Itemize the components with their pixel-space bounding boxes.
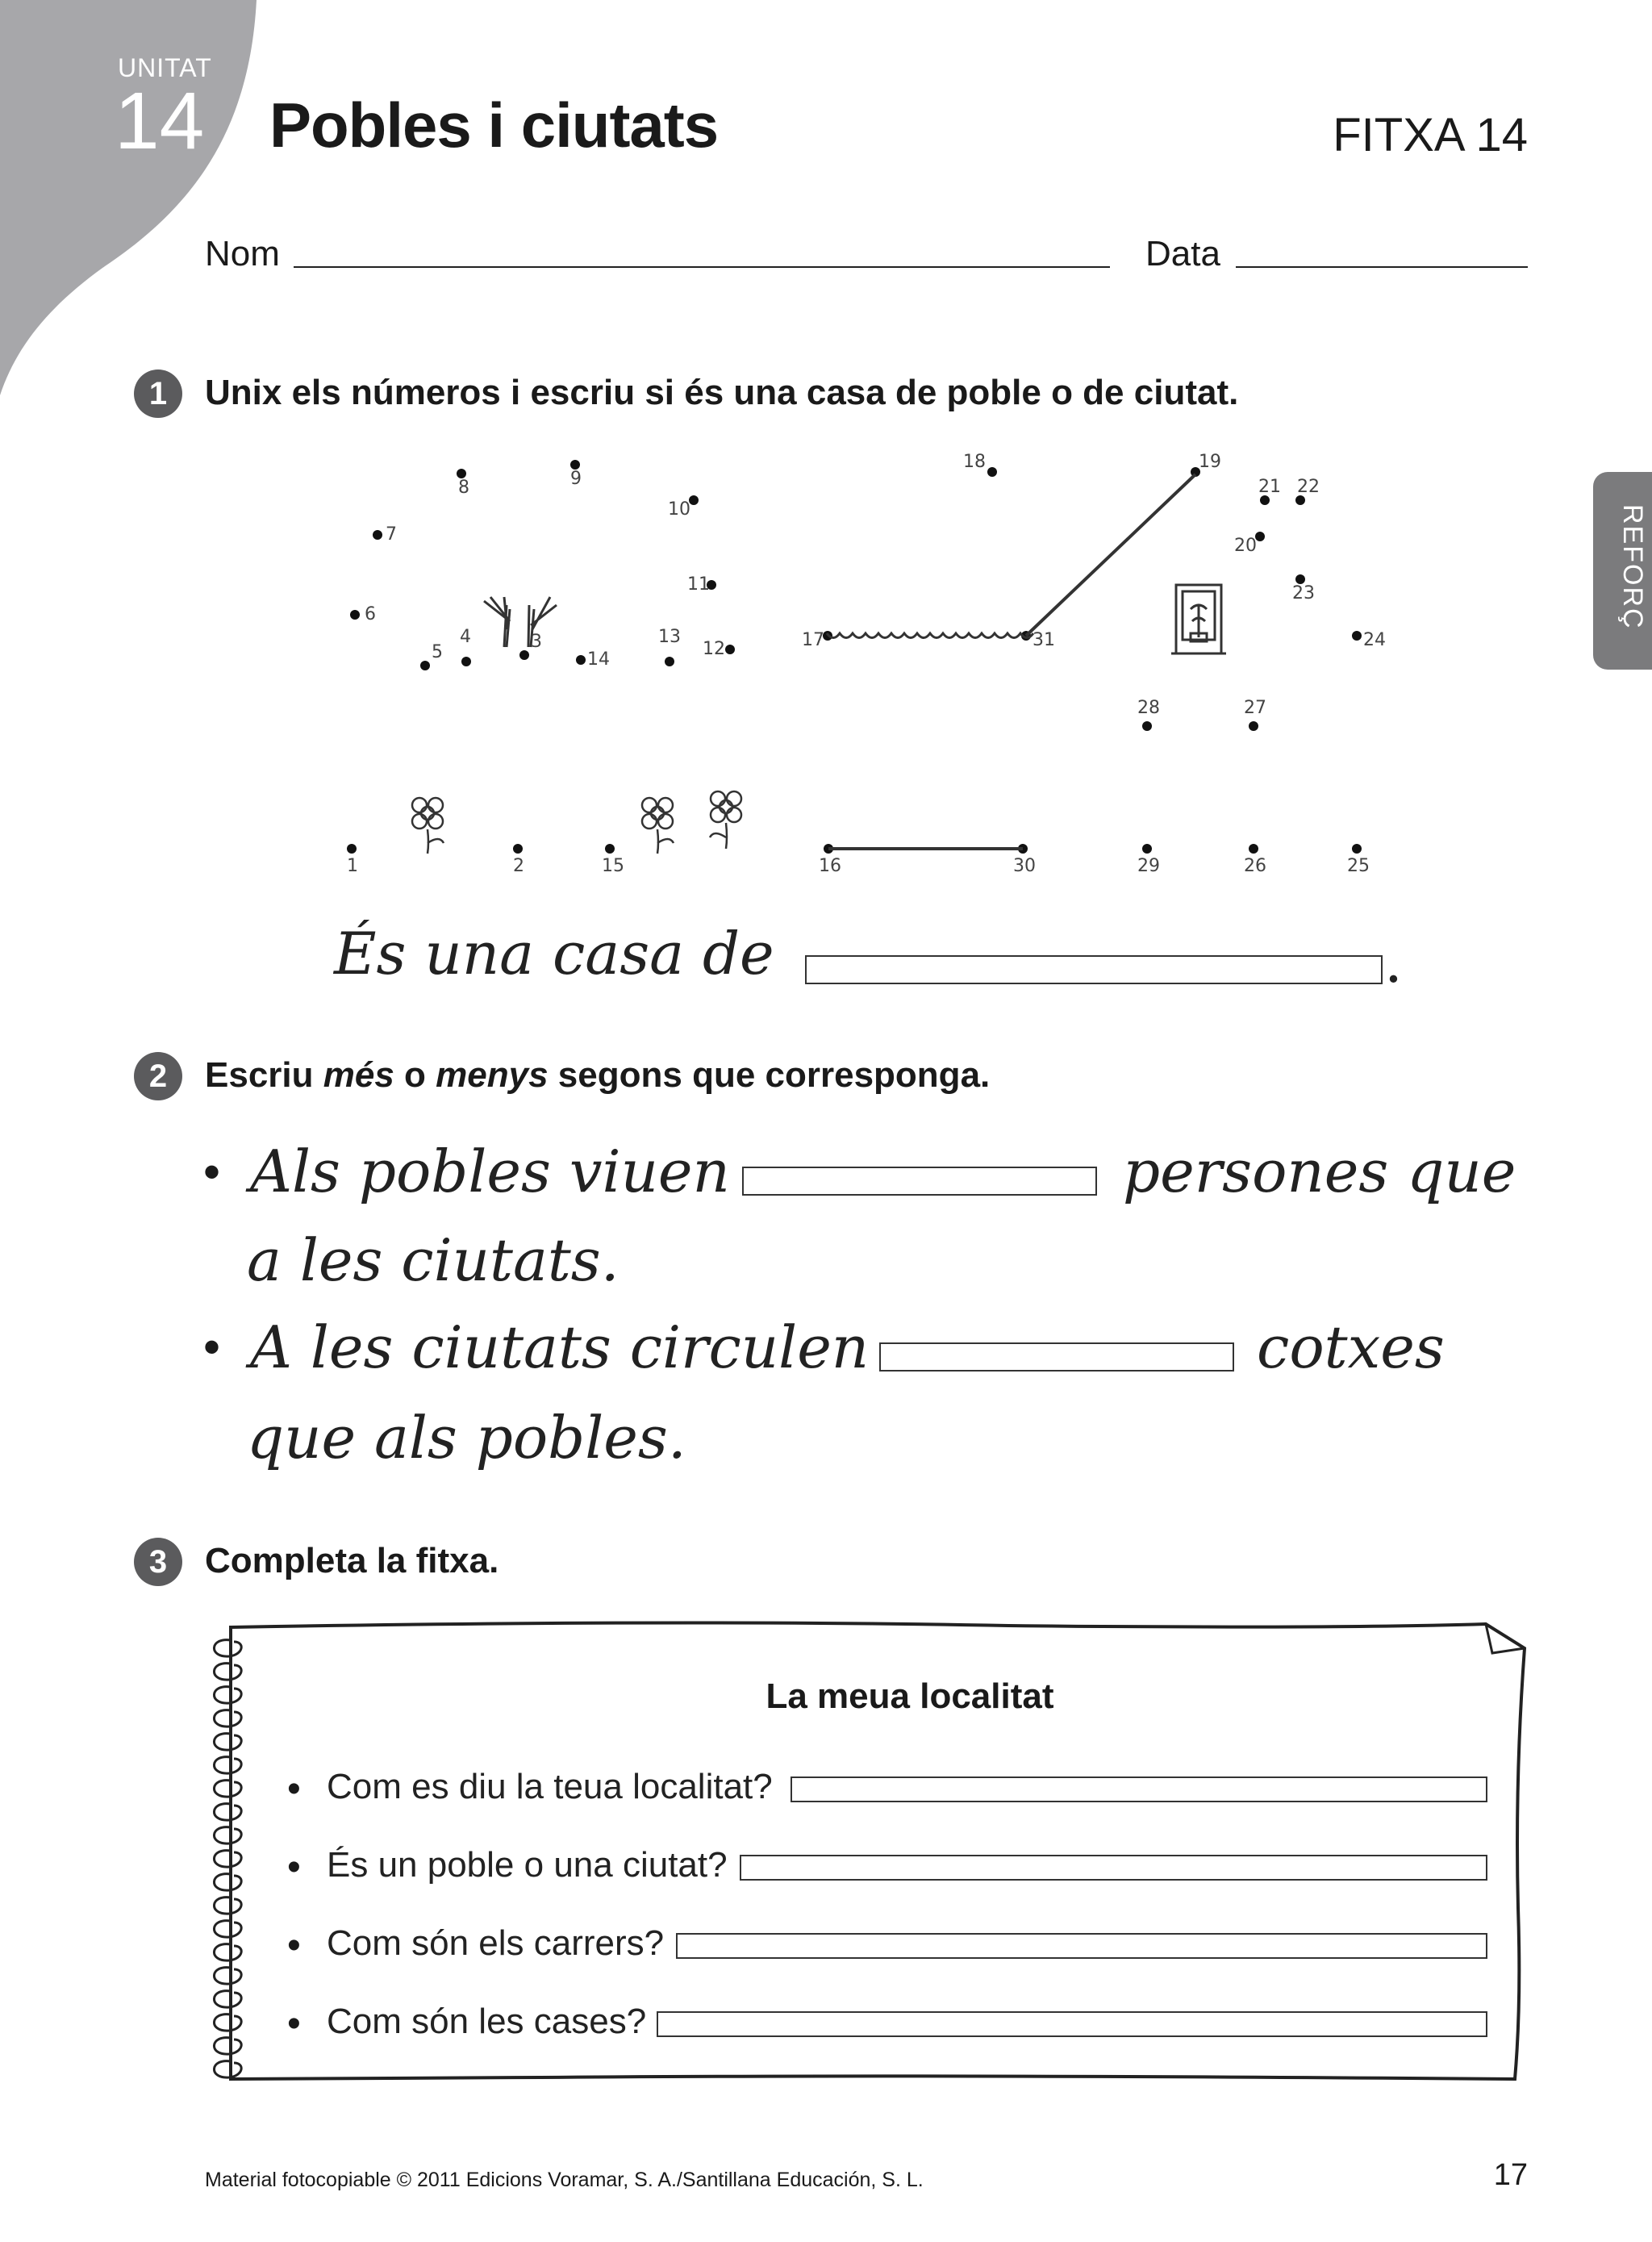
dot-label-19: 19 [1199,452,1221,472]
unit-label: UNITAT [118,53,212,82]
dot-label-18: 18 [963,452,986,472]
bullet: • [287,2002,301,2045]
exercise-2-badge: 2 [134,1052,182,1100]
page-title: Pobles i ciutats [269,90,719,161]
flower-icon [642,798,674,854]
dot-label-25: 25 [1347,856,1370,876]
dot-label-13: 13 [658,627,681,647]
dot-28 [1142,721,1152,731]
question-3: Com són els carrers? [327,1923,665,1963]
exercise-1-sentence: És una casa de [334,920,774,987]
dot-label-24: 24 [1363,630,1386,650]
dot-26 [1249,844,1258,854]
roof-slope-line [1026,474,1195,636]
dot-label-12: 12 [703,639,725,659]
tree-trunk-icon [484,597,557,647]
roof-edge-line [827,633,1033,638]
exercise-3-badge: 3 [134,1538,182,1586]
line-1-continuation: a les ciutats. [247,1226,620,1294]
dot-label-6: 6 [365,604,376,624]
exercise-1-instruction: Unix els números i escriu si és una casa de poble o de ciutat. [205,373,1239,412]
dot-24 [1352,631,1362,641]
question-1: Com es diu la teua localitat? [327,1767,773,1806]
dot-label-16: 16 [819,856,841,876]
sentence-period: . [1384,928,1403,996]
bullet: • [203,1145,221,1199]
dot-18 [987,467,997,477]
dot-14 [576,655,586,665]
answer-field-3[interactable] [676,1933,1487,1959]
line-2-end: cotxes [1257,1313,1445,1381]
name-label: Nom [205,234,280,273]
dot-5 [420,661,430,670]
dot-3 [519,650,529,660]
answer-field-2[interactable] [740,1855,1487,1881]
exercise-1-badge: 1 [134,369,182,418]
dot-6 [350,610,360,620]
unit-number: 14 [115,76,205,166]
flower-icon [710,791,741,849]
dot-label-7: 7 [386,524,397,545]
dot-27 [1249,721,1258,731]
dot-15 [605,844,615,854]
dots-layer [347,452,1386,876]
dot-13 [665,657,674,666]
date-field[interactable] [1236,266,1528,268]
sheet-number: FITXA 14 [1333,109,1528,161]
name-field[interactable] [294,266,1110,268]
flower-icon [412,798,444,854]
dot-label-17: 17 [802,630,824,650]
answer-field-4[interactable] [657,2011,1487,2037]
side-tab-label: REFORÇ [1617,504,1648,630]
window-icon [1171,585,1226,653]
dot-to-dot-drawing [323,436,1420,887]
dot-label-9: 9 [570,469,582,489]
dot-label-10: 10 [668,499,690,520]
bullet: • [287,1924,301,1967]
dot-label-4: 4 [460,627,471,647]
question-4: Com són les cases? [327,2002,647,2041]
dot-label-8: 8 [458,478,469,498]
dot-2 [513,844,523,854]
dot-label-23: 23 [1292,583,1315,603]
footer-copyright: Material fotocopiable © 2011 Edicions Voramar, S. A./Santillana Educación, S. L. [205,2169,924,2191]
answer-box-1[interactable] [805,955,1383,984]
dot-label-3: 3 [531,632,542,652]
side-tab [1593,472,1652,670]
date-label: Data [1145,234,1220,273]
dot-25 [1352,844,1362,854]
dot-label-14: 14 [587,649,610,670]
dot-label-26: 26 [1244,856,1266,876]
card-title: La meua localitat [766,1676,1054,1716]
answer-box-2a[interactable] [742,1167,1097,1196]
bullet: • [203,1320,221,1374]
dot-label-31: 31 [1032,630,1055,650]
dot-label-2: 2 [513,856,524,876]
dot-label-20: 20 [1234,536,1257,556]
line-1-end: persones que [1123,1138,1516,1205]
exercise-3-instruction: Completa la fitxa. [205,1541,499,1580]
dot-label-5: 5 [432,642,443,662]
dot-label-1: 1 [347,856,358,876]
dot-label-15: 15 [602,856,624,876]
dot-label-22: 22 [1297,477,1320,497]
dot-label-27: 27 [1244,698,1266,718]
answer-box-2b[interactable] [879,1342,1234,1372]
dot-7 [373,530,382,540]
dot-1 [347,844,357,854]
dot-12 [725,645,735,654]
exercise-2-instruction: Escriu més o menys segons que corresponga. [205,1055,991,1095]
dot-label-28: 28 [1137,698,1160,718]
line-2-start: A les ciutats circulen [250,1313,870,1381]
dot-label-29: 29 [1137,856,1160,876]
line-2-continuation: que als pobles. [247,1404,686,1472]
dot-29 [1142,844,1152,854]
dot-label-30: 30 [1013,856,1036,876]
line-1-start: Als pobles viuen [250,1138,730,1205]
dot-4 [461,657,471,666]
question-2: És un poble o una ciutat? [327,1845,728,1885]
bullet: • [287,1768,301,1810]
page-number: 17 [1493,2158,1528,2192]
dot-label-11: 11 [687,574,710,595]
bullet: • [287,1846,301,1889]
answer-field-1[interactable] [791,1776,1487,1802]
dot-label-21: 21 [1258,477,1281,497]
